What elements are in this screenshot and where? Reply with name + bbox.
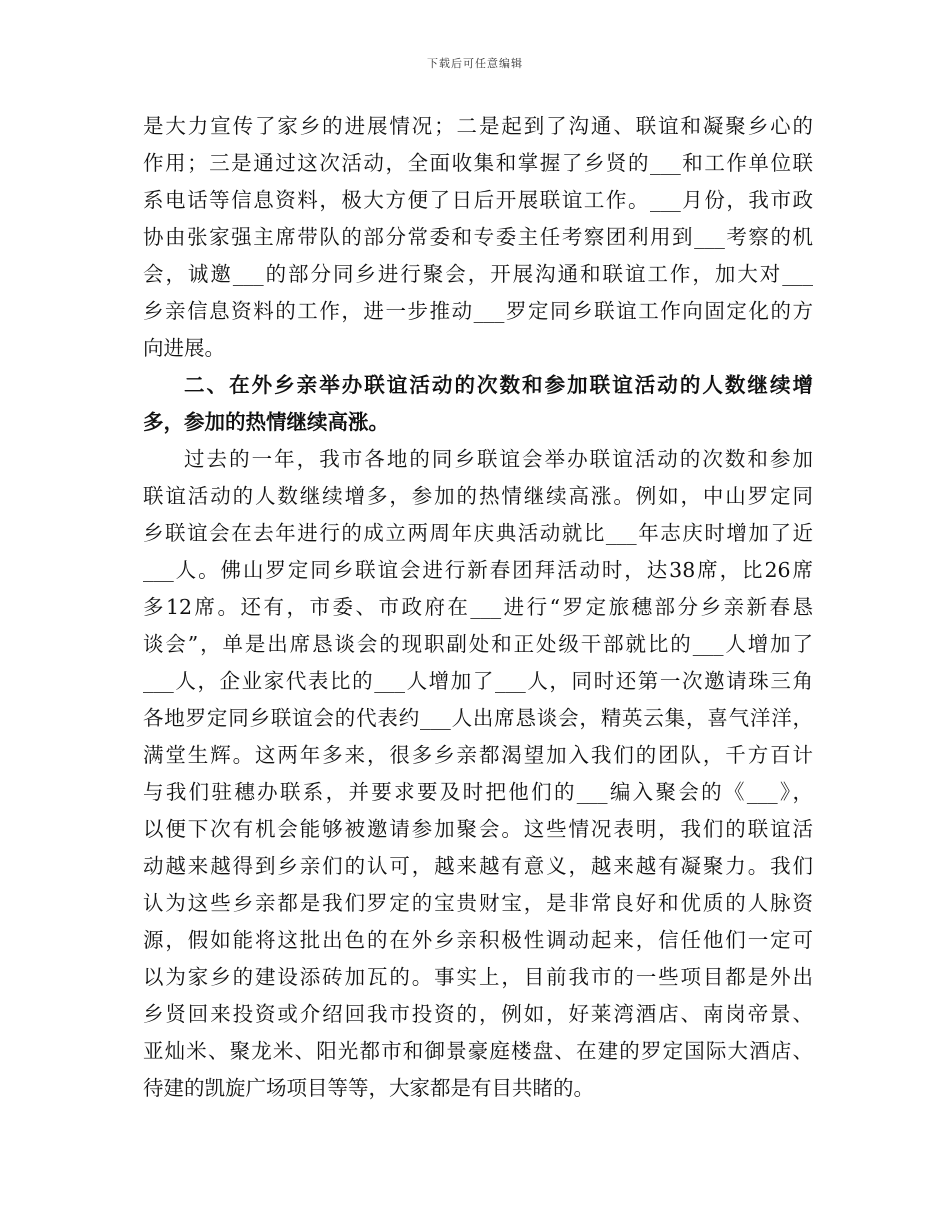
- text-line: 联谊活动的人数继续增多，参加的热情继续高涨。例如，中山罗定同: [143, 484, 813, 508]
- text-line: 认为这些乡亲都是我们罗定的宝贵财宝，是非常良好和优质的人脉资: [143, 891, 813, 915]
- text-line: 协由张家强主席带队的部分常委和专委主任考察团利用到___考察的机: [143, 225, 813, 249]
- text-line: 乡联谊会在去年进行的成立两周年庆典活动就比___年志庆时增加了近: [143, 521, 813, 545]
- text-line: 动越来越得到乡亲们的认可，越来越有意义，越来越有凝聚力。我们: [143, 854, 813, 878]
- text-line: 乡亲信息资料的工作，进一步推动___罗定同乡联谊工作向固定化的方: [143, 299, 813, 323]
- paragraph: [143, 441, 813, 1107]
- text-line: 作用；三是通过这次活动，全面收集和掌握了乡贤的___和工作单位联: [143, 151, 813, 175]
- text-line: ___人，企业家代表比的___人增加了___人，同时还第一次邀请珠三角: [143, 669, 813, 693]
- text-line: 过去的一年，我市各地的同乡联谊会举办联谊活动的次数和参加: [184, 447, 813, 471]
- text-line: 以便下次有机会能够被邀请参加聚会。这些情况表明，我们的联谊活: [143, 817, 813, 841]
- text-line: 源，假如能将这批出色的在外乡亲积极性调动起来，信任他们一定可: [143, 928, 813, 952]
- document-body: [143, 108, 813, 1107]
- text-line: 各地罗定同乡联谊会的代表约___人出席恳谈会，精英云集，喜气洋洋，: [143, 706, 813, 730]
- text-line: 多12席。还有，市委、市政府在___进行“罗定旅穗部分乡亲新春恳: [143, 595, 813, 619]
- section-heading: [143, 367, 813, 441]
- text-line: 系电话等信息资料，极大方便了日后开展联谊工作。___月份，我市政: [143, 188, 813, 212]
- text-line: 会，诚邀___的部分同乡进行聚会，开展沟通和联谊工作，加大对___: [143, 262, 813, 286]
- text-line: 与我们驻穗办联系，并要求要及时把他们的___编入聚会的《___》，: [143, 780, 813, 804]
- text-line: 谈会”，单是出席恳谈会的现职副处和正处级干部就比的___人增加了: [143, 632, 813, 656]
- text-line: 亚灿米、聚龙米、阳光都市和御景豪庭楼盘、在建的罗定国际大酒店、: [143, 1039, 813, 1063]
- text-line: 待建的凯旋广场项目等等，大家都是有目共睹的。: [143, 1076, 594, 1100]
- text-line: ___人。佛山罗定同乡联谊会进行新春团拜活动时，达38席，比26席: [143, 558, 813, 582]
- text-line: 是大力宣传了家乡的进展情况；二是起到了沟通、联谊和凝聚乡心的: [143, 114, 813, 138]
- text-line: 满堂生辉。这两年多来，很多乡亲都渴望加入我们的团队，千方百计: [143, 743, 813, 767]
- paragraph: [143, 108, 813, 367]
- page-header-note: 下载后可任意编辑: [427, 57, 523, 70]
- heading-line: 二、在外乡亲举办联谊活动的次数和参加联谊活动的人数继续增: [184, 373, 813, 397]
- text-line: 以为家乡的建设添砖加瓦的。事实上，目前我市的一些项目都是外出: [143, 965, 813, 989]
- text-line: 向进展。: [143, 336, 225, 360]
- heading-line: 多，参加的热情继续高涨。: [143, 410, 389, 434]
- text-line: 乡贤回来投资或介绍回我市投资的，例如，好莱湾酒店、南岗帝景、: [143, 1002, 813, 1026]
